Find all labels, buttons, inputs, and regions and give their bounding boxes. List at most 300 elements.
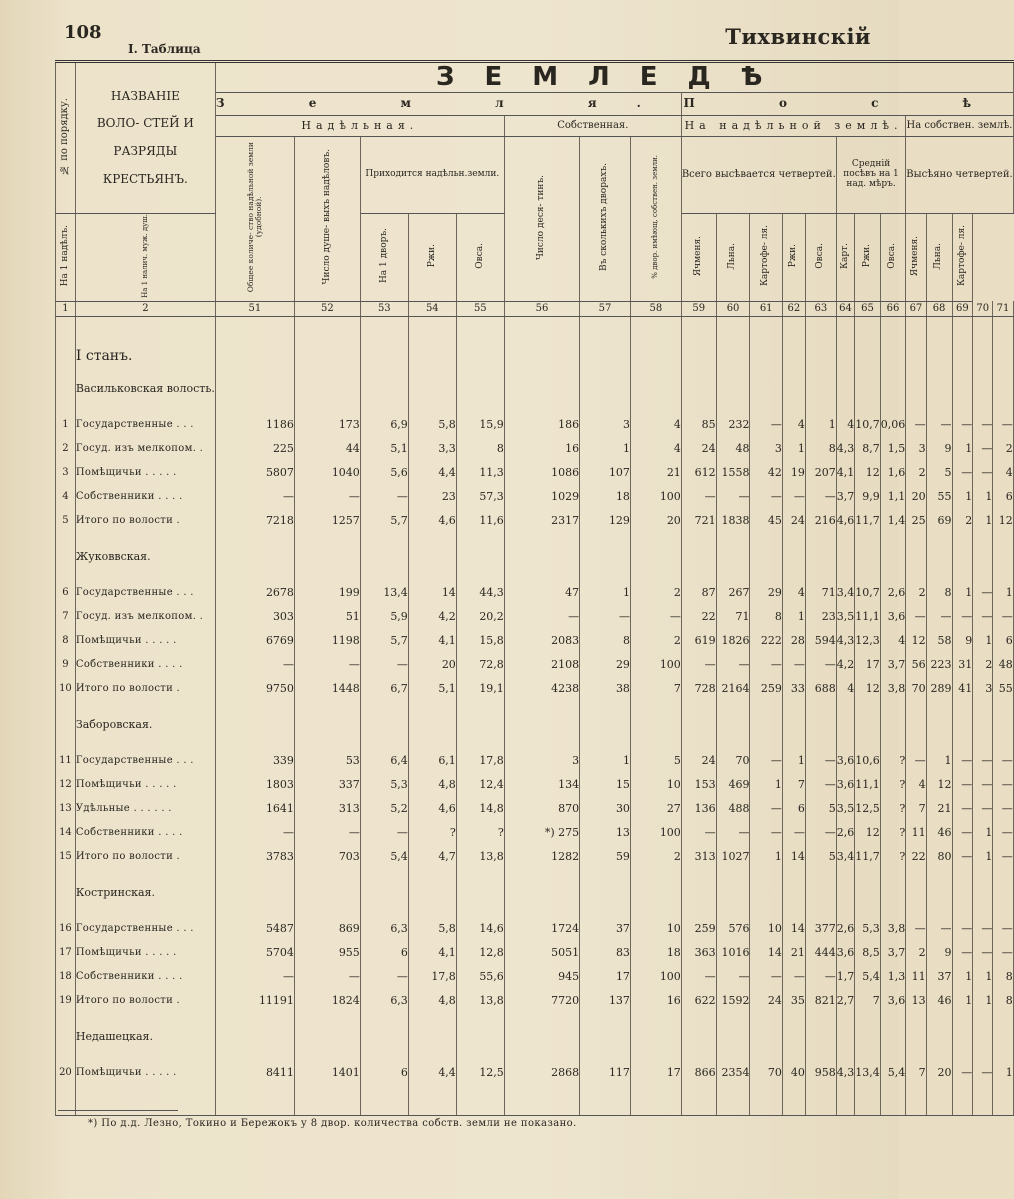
data-cell: 6769: [215, 629, 294, 653]
empty-cell: [782, 701, 805, 731]
empty-cell: [805, 899, 836, 917]
category-name: Помѣщичьи . . . . .: [75, 941, 215, 965]
empty-cell: [926, 563, 952, 581]
data-cell: 2: [630, 629, 681, 653]
empty-cell: [56, 1013, 76, 1043]
data-cell: 47: [504, 581, 579, 605]
empty-cell: [630, 365, 681, 395]
empty-cell: [681, 731, 716, 749]
empty-cell: [294, 1043, 360, 1061]
data-cell: 4: [880, 629, 906, 653]
data-cell: —: [750, 485, 782, 509]
data-cell: 12: [906, 629, 926, 653]
data-cell: 7: [782, 773, 805, 797]
data-cell: —: [926, 917, 952, 941]
table-row: [56, 989, 1014, 1013]
empty-cell: [681, 395, 716, 413]
data-cell: 339: [215, 749, 294, 773]
data-cell: 18: [630, 941, 681, 965]
empty-cell: [906, 316, 926, 335]
empty-cell: [973, 395, 993, 413]
category-name: Итого по волости .: [75, 989, 215, 1013]
data-cell: ?: [880, 749, 906, 773]
data-cell: 1: [750, 845, 782, 869]
data-cell: 2317: [504, 509, 579, 533]
empty-cell: [56, 365, 76, 395]
category-name: Государственные . . .: [75, 413, 215, 437]
data-cell: 107: [580, 461, 631, 485]
empty-cell: [716, 869, 750, 899]
empty-cell: [880, 701, 906, 731]
empty-cell: [681, 1085, 716, 1116]
data-cell: —: [805, 773, 836, 797]
empty-cell: [750, 731, 782, 749]
header-s-rzhi: Ржи.: [855, 214, 881, 302]
data-cell: 4,3: [836, 1061, 855, 1085]
empty-cell: [973, 335, 993, 365]
data-cell: 363: [681, 941, 716, 965]
empty-cell: [456, 395, 504, 413]
table-row: [56, 773, 1014, 797]
data-cell: 4,6: [408, 509, 456, 533]
empty-cell: [993, 365, 1013, 395]
data-cell: 5807: [215, 461, 294, 485]
data-cell: 11,7: [855, 845, 881, 869]
data-cell: 4,3: [836, 629, 855, 653]
data-cell: 6,7: [360, 677, 408, 701]
data-cell: —: [973, 413, 993, 437]
data-cell: 4: [630, 413, 681, 437]
row-number: 18: [56, 965, 76, 989]
column-number: 57: [580, 301, 631, 316]
data-cell: 2,7: [836, 989, 855, 1013]
data-cell: —: [805, 965, 836, 989]
data-cell: —: [906, 413, 926, 437]
table-row: [56, 485, 1014, 509]
data-cell: 18: [580, 485, 631, 509]
data-cell: —: [215, 965, 294, 989]
empty-cell: [805, 316, 836, 335]
empty-cell: [75, 731, 215, 749]
empty-cell: [630, 395, 681, 413]
data-cell: 1086: [504, 461, 579, 485]
empty-cell: [973, 533, 993, 563]
empty-cell: [952, 1013, 973, 1043]
table-row: [56, 1061, 1014, 1085]
empty-cell: [408, 1013, 456, 1043]
data-cell: 232: [716, 413, 750, 437]
data-cell: 4: [906, 773, 926, 797]
empty-cell: [580, 701, 631, 731]
data-cell: 17,8: [408, 965, 456, 989]
data-cell: 14: [782, 917, 805, 941]
header-lna: Льна.: [716, 214, 750, 302]
data-cell: 1: [952, 485, 973, 509]
data-cell: 4,4: [408, 1061, 456, 1085]
header-s-lna: Льна.: [926, 214, 952, 302]
data-cell: —: [973, 773, 993, 797]
data-cell: 24: [782, 509, 805, 533]
data-cell: 259: [750, 677, 782, 701]
data-cell: 1,5: [880, 437, 906, 461]
data-cell: —: [993, 845, 1013, 869]
data-cell: 10,6: [855, 749, 881, 773]
empty-cell: [504, 365, 579, 395]
data-cell: 225: [215, 437, 294, 461]
data-cell: —: [952, 773, 973, 797]
data-cell: 11: [906, 965, 926, 989]
empty-cell: [880, 335, 906, 365]
data-cell: 16: [630, 989, 681, 1013]
empty-cell: [56, 869, 76, 899]
data-cell: 20: [408, 653, 456, 677]
data-cell: 1: [973, 509, 993, 533]
empty-cell: [782, 365, 805, 395]
data-cell: 619: [681, 629, 716, 653]
empty-cell: [408, 316, 456, 335]
data-cell: 4,8: [408, 989, 456, 1013]
data-cell: —: [681, 485, 716, 509]
empty-cell: [408, 563, 456, 581]
data-cell: 289: [926, 677, 952, 701]
data-cell: 20,2: [456, 605, 504, 629]
data-cell: 12: [855, 461, 881, 485]
data-cell: 1,6: [880, 461, 906, 485]
data-cell: 2: [630, 581, 681, 605]
data-cell: 1: [805, 413, 836, 437]
category-name: Государственные . . .: [75, 917, 215, 941]
data-cell: —: [993, 941, 1013, 965]
empty-cell: [926, 395, 952, 413]
header-row-number: № по порядку.: [56, 62, 76, 214]
empty-cell: [836, 316, 855, 335]
data-cell: 44,3: [456, 581, 504, 605]
data-cell: 1448: [294, 677, 360, 701]
empty-cell: [750, 335, 782, 365]
empty-cell: [504, 533, 579, 563]
empty-cell: [973, 701, 993, 731]
table-row: [56, 965, 1014, 989]
data-cell: 2: [630, 845, 681, 869]
empty-cell: [750, 395, 782, 413]
data-cell: 11,6: [456, 509, 504, 533]
data-cell: 9,9: [855, 485, 881, 509]
data-cell: —: [782, 653, 805, 677]
data-cell: 37: [926, 965, 952, 989]
empty-cell: [504, 731, 579, 749]
data-cell: 4: [630, 437, 681, 461]
empty-cell: [294, 365, 360, 395]
data-cell: 17: [630, 1061, 681, 1085]
category-name: Итого по волости .: [75, 845, 215, 869]
column-number: 64: [836, 301, 855, 316]
empty-cell: [952, 365, 973, 395]
empty-cell: [75, 1043, 215, 1061]
data-cell: 2: [906, 581, 926, 605]
data-cell: 4,8: [408, 773, 456, 797]
data-cell: 2354: [716, 1061, 750, 1085]
data-cell: —: [952, 749, 973, 773]
data-cell: 199: [294, 581, 360, 605]
data-cell: 21: [926, 797, 952, 821]
empty-cell: [973, 1043, 993, 1061]
data-cell: 12,4: [456, 773, 504, 797]
data-cell: —: [993, 749, 1013, 773]
empty-cell: [750, 899, 782, 917]
empty-cell: [750, 869, 782, 899]
empty-cell: [294, 395, 360, 413]
empty-cell: [630, 563, 681, 581]
data-cell: 24: [681, 749, 716, 773]
empty-cell: [906, 1043, 926, 1061]
empty-cell: [456, 316, 504, 335]
empty-cell: [456, 869, 504, 899]
empty-cell: [926, 731, 952, 749]
data-cell: 6,1: [408, 749, 456, 773]
data-cell: 137: [580, 989, 631, 1013]
empty-cell: [294, 335, 360, 365]
row-number: 14: [56, 821, 76, 845]
empty-cell: [716, 563, 750, 581]
empty-cell: [215, 335, 294, 365]
empty-cell: [993, 533, 1013, 563]
data-cell: 622: [681, 989, 716, 1013]
data-cell: —: [681, 965, 716, 989]
data-cell: 6,9: [360, 413, 408, 437]
data-cell: —: [360, 485, 408, 509]
header-s-yachmenya: Ячменя.: [906, 214, 926, 302]
data-cell: 958: [805, 1061, 836, 1085]
data-cell: 3,6: [880, 989, 906, 1013]
data-cell: 4,1: [408, 629, 456, 653]
data-cell: 4: [993, 461, 1013, 485]
data-cell: 8: [580, 629, 631, 653]
empty-cell: [580, 731, 631, 749]
empty-cell: [836, 1043, 855, 1061]
data-cell: 35: [782, 989, 805, 1013]
data-cell: 1,3: [880, 965, 906, 989]
empty-cell: [855, 701, 881, 731]
empty-cell: [56, 731, 76, 749]
empty-cell: [782, 533, 805, 563]
empty-cell: [993, 731, 1013, 749]
header-ovsa: Овса.: [456, 214, 504, 302]
data-cell: 207: [805, 461, 836, 485]
header-na1-dvor: На 1 дворъ.: [360, 214, 408, 302]
data-cell: —: [805, 821, 836, 845]
empty-cell: [716, 701, 750, 731]
data-cell: 2: [952, 509, 973, 533]
empty-cell: [993, 869, 1013, 899]
data-cell: 8,5: [855, 941, 881, 965]
category-name: Собственники . . . .: [75, 965, 215, 989]
data-cell: 3,6: [836, 749, 855, 773]
empty-cell: [681, 365, 716, 395]
empty-cell: [681, 533, 716, 563]
data-cell: —: [906, 917, 926, 941]
data-cell: 337: [294, 773, 360, 797]
data-cell: 3,6: [836, 773, 855, 797]
empty-cell: [681, 899, 716, 917]
empty-cell: [750, 1085, 782, 1116]
data-cell: ?: [880, 821, 906, 845]
empty-cell: [716, 395, 750, 413]
data-cell: 5: [926, 461, 952, 485]
table-label: I. Таблица: [128, 42, 201, 56]
data-cell: 70: [716, 749, 750, 773]
data-cell: 14: [782, 845, 805, 869]
data-cell: —: [973, 1061, 993, 1085]
data-cell: 24: [750, 989, 782, 1013]
data-cell: 55: [926, 485, 952, 509]
data-cell: 6: [782, 797, 805, 821]
data-cell: 3,7: [880, 653, 906, 677]
empty-cell: [836, 899, 855, 917]
empty-cell: [360, 533, 408, 563]
empty-cell: [360, 869, 408, 899]
data-cell: 31: [952, 653, 973, 677]
header-sobstvennaya: Собственная.: [504, 115, 681, 136]
data-cell: 222: [750, 629, 782, 653]
data-cell: 2: [973, 653, 993, 677]
empty-cell: [408, 1085, 456, 1116]
data-cell: 100: [630, 653, 681, 677]
data-cell: 1: [580, 581, 631, 605]
data-cell: 5,1: [408, 677, 456, 701]
data-cell: 2,6: [836, 821, 855, 845]
data-cell: 4: [836, 413, 855, 437]
data-cell: 1824: [294, 989, 360, 1013]
row-number: 10: [56, 677, 76, 701]
data-cell: 1: [993, 1061, 1013, 1085]
data-cell: 6: [993, 629, 1013, 653]
data-cell: 5,3: [360, 773, 408, 797]
data-cell: 216: [805, 509, 836, 533]
header-posev: П о с ѣ: [681, 92, 1013, 115]
data-cell: 11,3: [456, 461, 504, 485]
empty-cell: [56, 533, 76, 563]
data-cell: —: [360, 965, 408, 989]
empty-cell: [836, 731, 855, 749]
data-cell: 1: [580, 437, 631, 461]
empty-cell: [504, 316, 579, 335]
empty-cell: [580, 365, 631, 395]
empty-cell: [855, 563, 881, 581]
row-number: 4: [56, 485, 76, 509]
empty-cell: [456, 701, 504, 731]
empty-cell: [750, 533, 782, 563]
data-cell: 594: [805, 629, 836, 653]
header-v-skolkikh: Въ сколькихъ дворахъ.: [580, 136, 631, 301]
category-name: Собственники . . . .: [75, 653, 215, 677]
table-row: [56, 749, 1014, 773]
empty-cell: [580, 1085, 631, 1116]
data-cell: 56: [906, 653, 926, 677]
empty-cell: [456, 899, 504, 917]
empty-cell: [716, 365, 750, 395]
data-cell: 1: [952, 989, 973, 1013]
data-cell: —: [782, 965, 805, 989]
empty-cell: [360, 701, 408, 731]
empty-cell: [855, 1013, 881, 1043]
data-cell: 100: [630, 821, 681, 845]
data-cell: 12,8: [456, 941, 504, 965]
empty-cell: [504, 395, 579, 413]
data-cell: 10,7: [855, 581, 881, 605]
empty-cell: [782, 731, 805, 749]
header-zemlya: З е м л я.: [215, 92, 681, 115]
data-cell: 313: [681, 845, 716, 869]
data-cell: 3,6: [836, 941, 855, 965]
data-cell: 10: [630, 917, 681, 941]
header-banner: ЗЕМЛЕДѢ: [215, 62, 1013, 93]
data-cell: 1: [952, 437, 973, 461]
data-cell: 1: [952, 581, 973, 605]
data-cell: 48: [716, 437, 750, 461]
empty-cell: [580, 316, 631, 335]
data-cell: 42: [750, 461, 782, 485]
table-row: [56, 509, 1014, 533]
data-cell: 8: [993, 989, 1013, 1013]
empty-cell: [580, 1043, 631, 1061]
empty-cell: [906, 731, 926, 749]
data-cell: 5,4: [855, 965, 881, 989]
empty-cell: [580, 533, 631, 563]
data-cell: 15,9: [456, 413, 504, 437]
empty-cell: [215, 365, 294, 395]
data-cell: 4,3: [836, 437, 855, 461]
data-cell: 8411: [215, 1061, 294, 1085]
data-cell: 1,7: [836, 965, 855, 989]
empty-cell: [973, 869, 993, 899]
empty-cell: [782, 1013, 805, 1043]
data-cell: 15: [580, 773, 631, 797]
spacer-row: [56, 395, 1014, 413]
data-cell: 72,8: [456, 653, 504, 677]
column-number: 71: [993, 301, 1013, 316]
data-cell: 11,1: [855, 773, 881, 797]
data-cell: —: [906, 605, 926, 629]
data-cell: 1,4: [880, 509, 906, 533]
empty-cell: [456, 365, 504, 395]
empty-cell: [580, 563, 631, 581]
data-cell: —: [716, 821, 750, 845]
data-cell: 5,8: [408, 413, 456, 437]
data-cell: 14,6: [456, 917, 504, 941]
empty-cell: [56, 335, 76, 365]
data-cell: 1401: [294, 1061, 360, 1085]
data-cell: 1282: [504, 845, 579, 869]
empty-cell: [360, 1085, 408, 1116]
empty-cell: [630, 335, 681, 365]
data-cell: —: [782, 485, 805, 509]
empty-cell: [805, 365, 836, 395]
data-cell: 44: [294, 437, 360, 461]
empty-cell: [750, 365, 782, 395]
header-chislo-dush: Число душе- выхъ надѣловъ.: [294, 136, 360, 301]
empty-cell: [880, 316, 906, 335]
empty-cell: [926, 899, 952, 917]
empty-cell: [836, 563, 855, 581]
data-cell: 1724: [504, 917, 579, 941]
empty-cell: [926, 1043, 952, 1061]
empty-cell: [716, 899, 750, 917]
data-cell: 5,2: [360, 797, 408, 821]
data-cell: 12,5: [456, 1061, 504, 1085]
data-cell: 14: [408, 581, 456, 605]
data-cell: 8: [805, 437, 836, 461]
empty-cell: [750, 701, 782, 731]
